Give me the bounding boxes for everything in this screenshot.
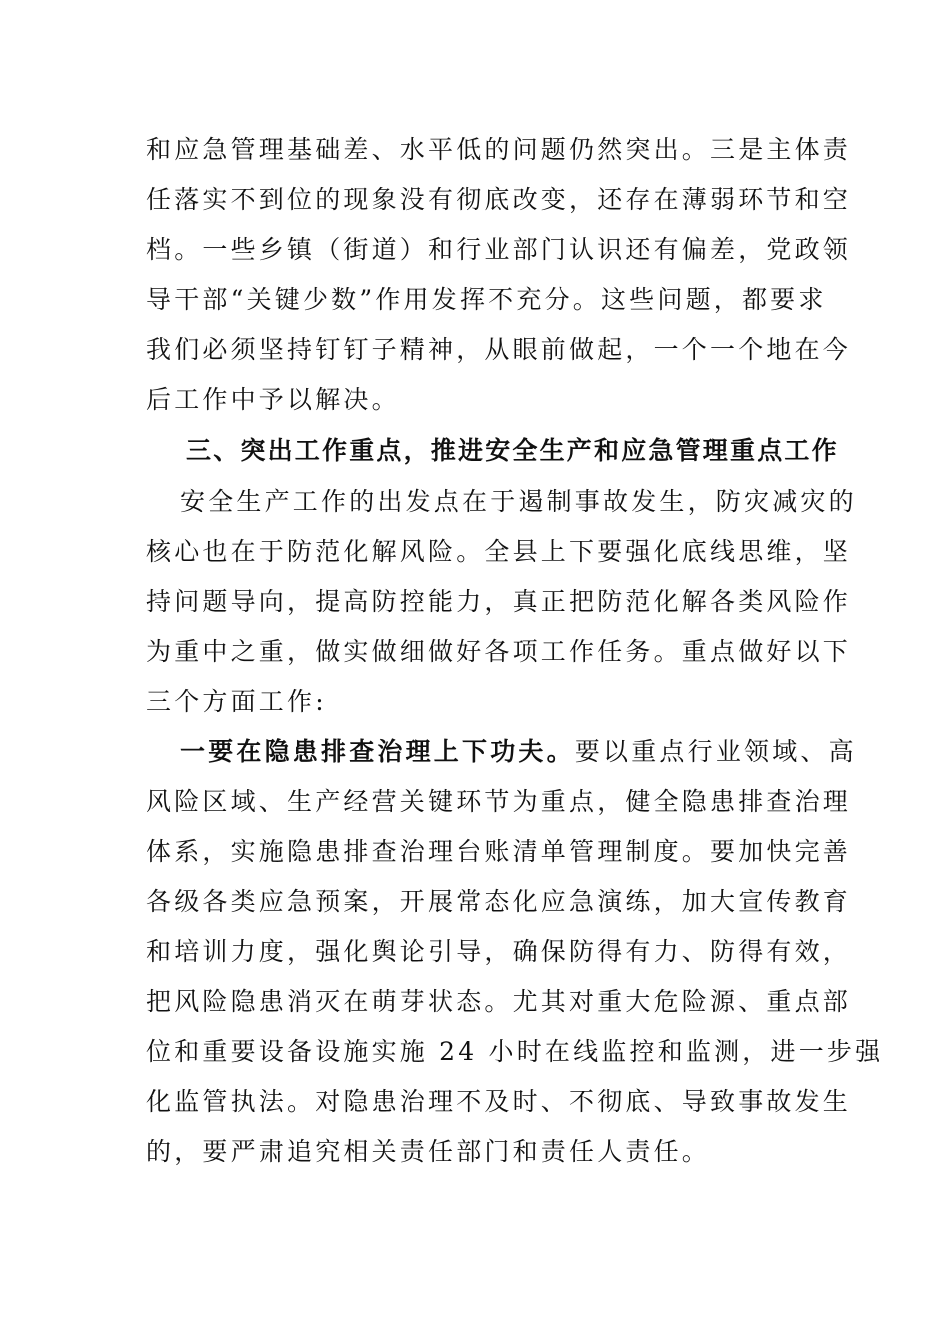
text-line: 三个方面工作: [146, 687, 327, 716]
text-line: 导干部“关键少数”作用发挥不充分。这些问题，都要求 [146, 285, 827, 314]
text-line: 为重中之重，做实做细做好各项工作任务。重点做好以下 [146, 637, 852, 666]
text-line: 持问题导向，提高防控能力，真正把防范化解各类风险作 [146, 587, 852, 616]
text-line: 位和重要设备设施实施 24 小时在线监控和监测，进一步强 [146, 1037, 884, 1066]
text-line: 任落实不到位的现象没有彻底改变，还存在薄弱环节和空 [146, 185, 852, 214]
text-line: 我们必须坚持钉钉子精神，从眼前做起，一个一个地在今 [146, 335, 852, 364]
text-line: 把风险隐患消灭在萌芽状态。尤其对重大危险源、重点部 [146, 987, 852, 1016]
text-line: 的，要严肃追究相关责任部门和责任人责任。 [146, 1137, 711, 1166]
text-line: 体系，实施隐患排查治理台账清单管理制度。要加快完善 [146, 837, 852, 866]
text-line: 核心也在于防范化解风险。全县上下要强化底线思维，坚 [146, 537, 852, 566]
text-line: 安全生产工作的出发点在于遏制事故发生，防灾减灾的 [180, 487, 857, 516]
paragraph-lead-bold: 一要在隐患排查治理上下功夫。 [180, 737, 575, 766]
paragraph-lead-rest: 要以重点行业领域、高 [574, 737, 857, 766]
text-line: 后工作中予以解决。 [146, 385, 400, 414]
text-line: 档。一些乡镇（街道）和行业部门认识还有偏差，党政领 [146, 235, 852, 264]
text-line: 风险区域、生产经营关键环节为重点，健全隐患排查治理 [146, 787, 852, 816]
text-line: 和培训力度，强化舆论引导，确保防得有力、防得有效， [146, 937, 852, 966]
section-heading: 三、突出工作重点，推进安全生产和应急管理重点工作 [186, 436, 839, 465]
text-line: 各级各类应急预案，开展常态化应急演练，加大宣传教育 [146, 887, 852, 916]
text-line: 和应急管理基础差、水平低的问题仍然突出。三是主体责 [146, 135, 852, 164]
text-line: 化监管执法。对隐患治理不及时、不彻底、导致事故发生 [146, 1087, 852, 1116]
paragraph-lead-line [180, 732, 857, 772]
